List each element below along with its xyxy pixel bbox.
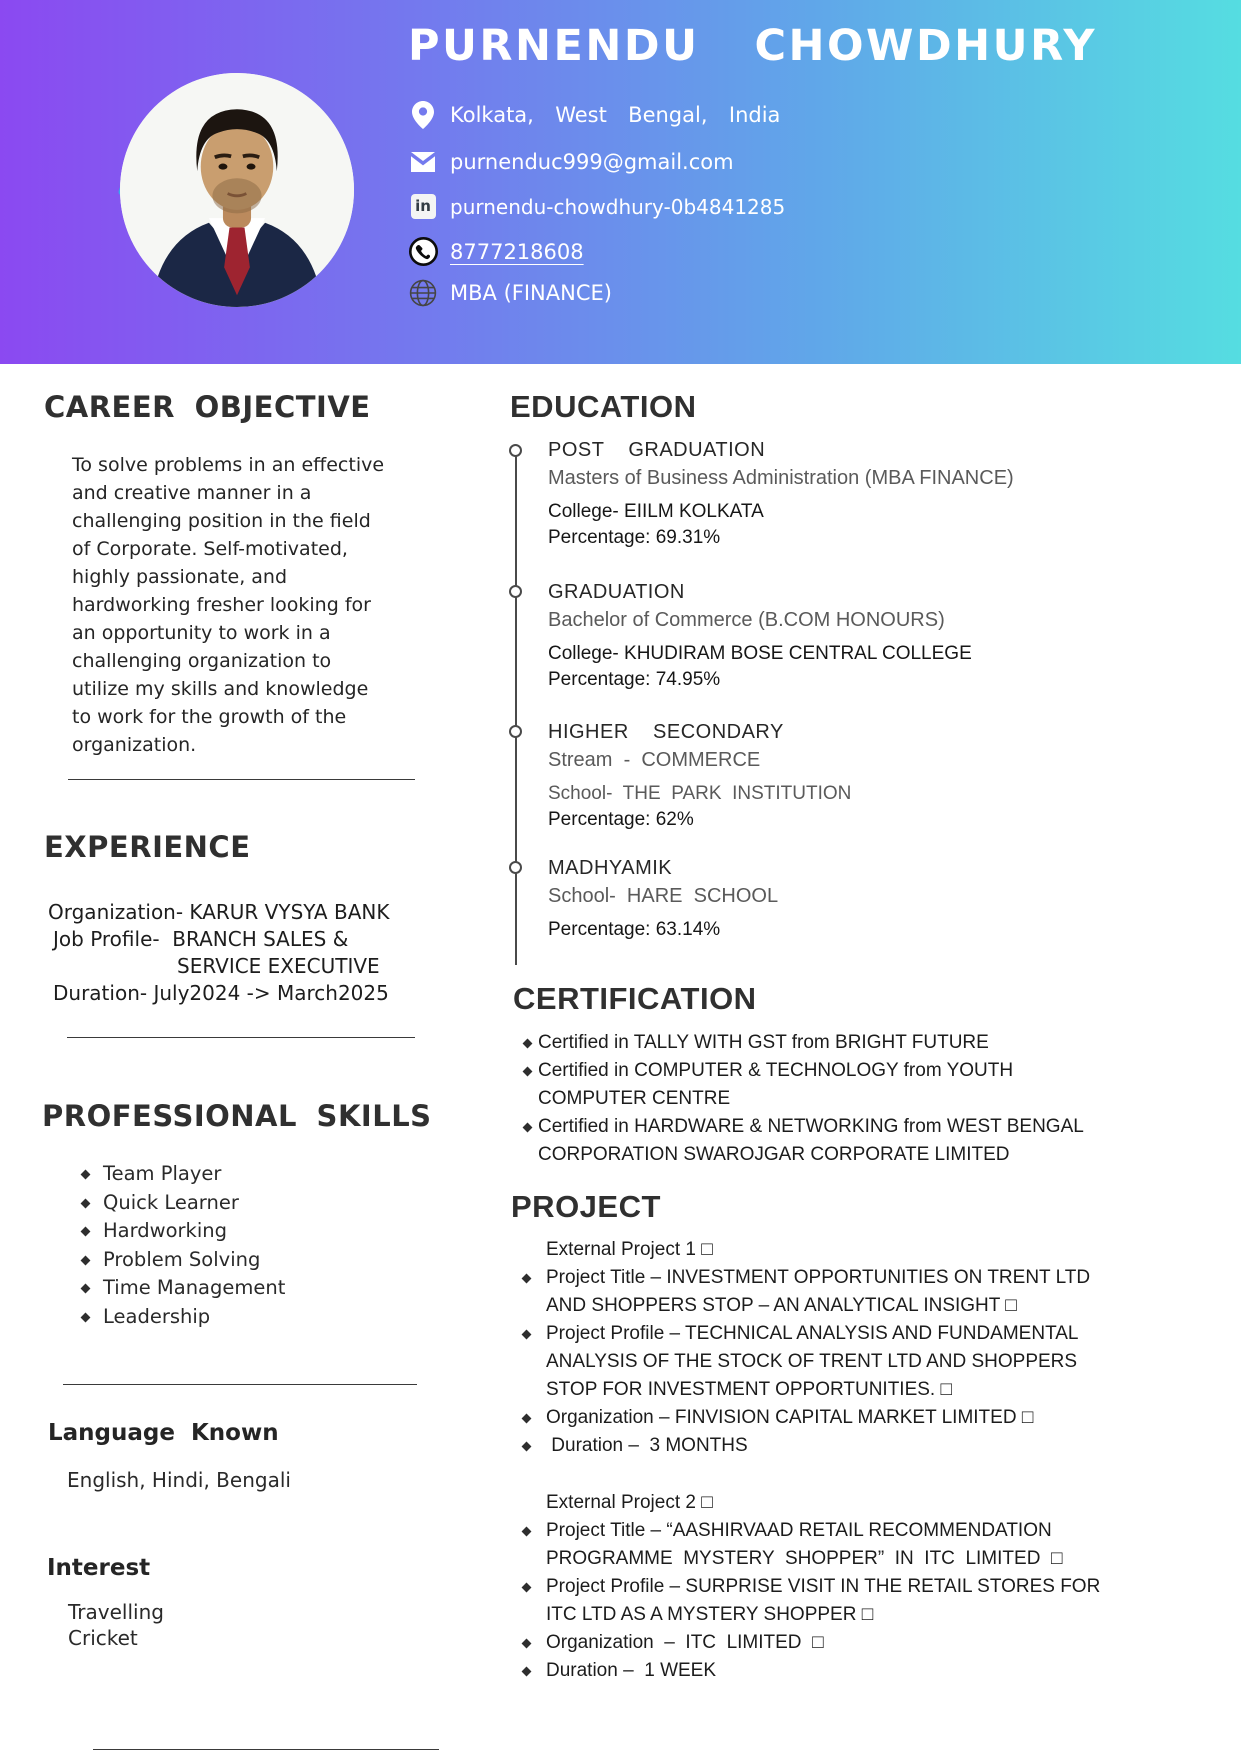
diamond-bullet-icon: [522, 1527, 532, 1537]
interest-item: Cricket: [68, 1626, 138, 1650]
certification-line: COMPUTER CENTRE: [538, 1088, 731, 1109]
contact-row-email: [407, 150, 734, 174]
linkedin-in-glyph: in: [411, 194, 436, 219]
certification-item: [524, 1057, 1164, 1113]
education-level: MADHYAMIK: [548, 857, 673, 879]
linkedin-icon: [407, 194, 439, 219]
project-line: Duration – 3 MONTHS: [546, 1435, 748, 1456]
project-bullet: [523, 1432, 1183, 1460]
diamond-bullet-icon: [523, 1039, 533, 1049]
interest-item: Travelling: [68, 1600, 164, 1624]
project-line: Project Title – INVESTMENT OPPORTUNITIES ON TRENT LTD: [546, 1267, 1091, 1288]
education-college: College- EIILM KOLKATA: [548, 501, 764, 522]
section-divider: [68, 779, 415, 780]
objective-line: challenging position in the field: [72, 510, 371, 532]
objective-line: an opportunity to work in a: [72, 622, 331, 644]
project-2-block: [523, 1489, 1183, 1685]
project-heading: PROJECT: [511, 1189, 661, 1224]
objective-line: organization.: [72, 734, 197, 756]
objective-line: and creative manner in a: [72, 482, 312, 504]
education-entry-higher-secondary: [548, 720, 1168, 833]
education-percentage: Percentage: 63.14%: [548, 919, 721, 940]
degree-text: MBA (FINANCE): [450, 281, 612, 305]
objective-line: to work for the growth of the: [72, 706, 347, 728]
location-text: Kolkata, West Bengal, India: [450, 103, 781, 127]
project-line: AND SHOPPERS STOP – AN ANALYTICAL INSIGHT □: [546, 1295, 1017, 1316]
certification-heading: CERTIFICATION: [513, 981, 757, 1016]
person-name: PURNENDU CHOWDHURY: [408, 21, 1097, 71]
objective-line: highly passionate, and: [72, 566, 288, 588]
objective-line: To solve problems in an effective: [72, 454, 385, 476]
contact-row-degree: [407, 278, 612, 308]
avatar-illustration: [120, 73, 354, 307]
language-known-heading: Language Known: [48, 1420, 279, 1446]
certification-item: [524, 1113, 1164, 1169]
project-bullet: [523, 1264, 1183, 1320]
project-line: ANALYSIS OF THE STOCK OF TRENT LTD AND SHOPPERS: [546, 1351, 1078, 1372]
contact-row-location: [407, 101, 780, 129]
diamond-bullet-icon: [523, 1067, 533, 1077]
timeline-dot-icon: [509, 585, 522, 598]
skill-item: [82, 1217, 285, 1246]
skill-label: Hardworking: [103, 1219, 228, 1242]
linkedin-text: purnendu-chowdhury-0b4841285: [450, 194, 786, 219]
timeline-dot-icon: [509, 725, 522, 738]
project-bullet: [523, 1320, 1183, 1404]
diamond-bullet-icon: [522, 1330, 532, 1340]
project-bullet: [523, 1629, 1183, 1657]
education-entry-graduation: [548, 580, 1168, 693]
project-bullet: [523, 1657, 1183, 1685]
education-percentage: Percentage: 62%: [548, 809, 694, 830]
objective-line: hardworking fresher looking for: [72, 594, 371, 616]
skill-label: Problem Solving: [103, 1247, 261, 1271]
section-divider: [67, 1037, 415, 1038]
skill-item: [82, 1160, 285, 1189]
profile-photo: [120, 73, 354, 307]
education-college: College- KHUDIRAM BOSE CENTRAL COLLEGE: [548, 643, 972, 664]
location-pin-icon: [407, 101, 439, 129]
timeline-dot-icon: [509, 861, 522, 874]
skill-item: [82, 1246, 285, 1275]
skills-list: [82, 1160, 285, 1331]
diamond-bullet-icon: [523, 1123, 533, 1133]
phone-icon: [407, 236, 439, 267]
project-line: Project Profile – TECHNICAL ANALYSIS AND FUNDAMENTAL: [546, 1323, 1079, 1344]
project-line: PROGRAMME MYSTERY SHOPPER” IN ITC LIMITED □: [546, 1548, 1063, 1569]
objective-line: of Corporate. Self-motivated,: [72, 538, 348, 560]
timeline-dot-icon: [509, 444, 522, 457]
diamond-bullet-icon: [522, 1583, 532, 1593]
globe-icon: [407, 278, 439, 308]
education-entry-post-graduation: [548, 438, 1168, 551]
education-subtitle: Stream - COMMERCE: [548, 749, 761, 771]
professional-skills-heading: PROFESSIONAL SKILLS: [42, 1099, 432, 1133]
languages-value: English, Hindi, Bengali: [67, 1468, 291, 1492]
project-group-label: External Project 1 □: [546, 1239, 713, 1260]
project-line: Project Profile – SURPRISE VISIT IN THE RETAIL STORES FOR: [546, 1576, 1101, 1597]
education-school: School- HARE SCHOOL: [548, 885, 779, 907]
diamond-bullet-icon: [81, 1312, 91, 1322]
certification-line: CORPORATION SWAROJGAR CORPORATE LIMITED: [538, 1144, 1010, 1165]
email-text: purnenduc999@gmail.com: [450, 150, 734, 174]
project-line: Organization – FINVISION CAPITAL MARKET LIMITED □: [546, 1407, 1034, 1428]
experience-block: [48, 899, 389, 1007]
certification-item: [524, 1029, 1164, 1057]
skill-label: Time Management: [103, 1276, 286, 1299]
education-percentage: Percentage: 74.95%: [548, 669, 721, 690]
diamond-bullet-icon: [81, 1227, 91, 1237]
diamond-bullet-icon: [81, 1170, 91, 1180]
education-subtitle: Masters of Business Administration (MBA FINANCE): [548, 467, 1014, 489]
contact-row-linkedin: [407, 194, 785, 219]
education-percentage: Percentage: 69.31%: [548, 527, 721, 548]
objective-line: utilize my skills and knowledge: [72, 678, 369, 700]
interest-list: [68, 1599, 164, 1651]
project-line: Project Title – “AASHIRVAAD RETAIL RECOMMENDATION: [546, 1520, 1052, 1541]
header: [0, 0, 1241, 364]
diamond-bullet-icon: [522, 1414, 532, 1424]
contact-row-phone: [407, 236, 584, 267]
diamond-bullet-icon: [522, 1639, 532, 1649]
diamond-bullet-icon: [522, 1442, 532, 1452]
project-line: ITC LTD AS A MYSTERY SHOPPER □: [546, 1604, 874, 1625]
skill-label: Team Player: [103, 1162, 222, 1185]
project-1-block: [523, 1236, 1183, 1460]
education-entry-madhyamik: [548, 856, 1168, 943]
project-bullet: [523, 1517, 1183, 1573]
diamond-bullet-icon: [522, 1274, 532, 1284]
education-level: HIGHER SECONDARY: [548, 721, 784, 743]
experience-duration: Duration- July2024 -> March2025: [53, 981, 389, 1005]
diamond-bullet-icon: [81, 1198, 91, 1208]
education-level: GRADUATION: [548, 581, 685, 603]
skill-item: [82, 1189, 285, 1218]
skill-label: Quick Learner: [103, 1190, 239, 1214]
education-heading: EDUCATION: [510, 389, 697, 424]
experience-heading: EXPERIENCE: [44, 830, 251, 864]
project-line: STOP FOR INVESTMENT OPPORTUNITIES. □: [546, 1379, 952, 1400]
skill-item: [82, 1303, 285, 1332]
experience-job-profile: Job Profile- BRANCH SALES &: [53, 927, 349, 951]
objective-line: challenging organization to: [72, 650, 332, 672]
education-timeline-line: [515, 451, 517, 965]
skill-item: [82, 1274, 285, 1303]
certification-line: Certified in COMPUTER & TECHNOLOGY from YOUTH: [538, 1060, 1014, 1081]
certification-line: Certified in TALLY WITH GST from BRIGHT FUTURE: [538, 1032, 989, 1053]
diamond-bullet-icon: [81, 1284, 91, 1294]
diamond-bullet-icon: [81, 1255, 91, 1265]
certification-list: [524, 1029, 1164, 1169]
project-group-label: External Project 2 □: [546, 1492, 713, 1513]
education-level: POST GRADUATION: [548, 439, 766, 461]
project-bullet: [523, 1573, 1183, 1629]
education-school: School- THE PARK INSTITUTION: [548, 783, 852, 804]
skill-label: Leadership: [103, 1304, 211, 1328]
phone-link[interactable]: 8777218608: [450, 239, 584, 264]
experience-job-profile-cont: SERVICE EXECUTIVE: [177, 954, 380, 978]
project-line: Organization – ITC LIMITED □: [546, 1632, 824, 1653]
section-divider: [63, 1384, 417, 1385]
section-divider: [93, 1749, 439, 1750]
career-objective-heading: CAREER OBJECTIVE: [44, 390, 371, 424]
experience-organization: Organization- KARUR VYSYA BANK: [48, 900, 390, 924]
project-line: Duration – 1 WEEK: [546, 1660, 717, 1681]
education-subtitle: Bachelor of Commerce (B.COM HONOURS): [548, 609, 945, 631]
career-objective-text: [72, 451, 432, 759]
envelope-icon: [407, 151, 439, 173]
diamond-bullet-icon: [522, 1667, 532, 1677]
project-bullet: [523, 1404, 1183, 1432]
certification-line: Certified in HARDWARE & NETWORKING from WEST BENGAL: [538, 1116, 1084, 1137]
interest-heading: Interest: [47, 1555, 151, 1581]
